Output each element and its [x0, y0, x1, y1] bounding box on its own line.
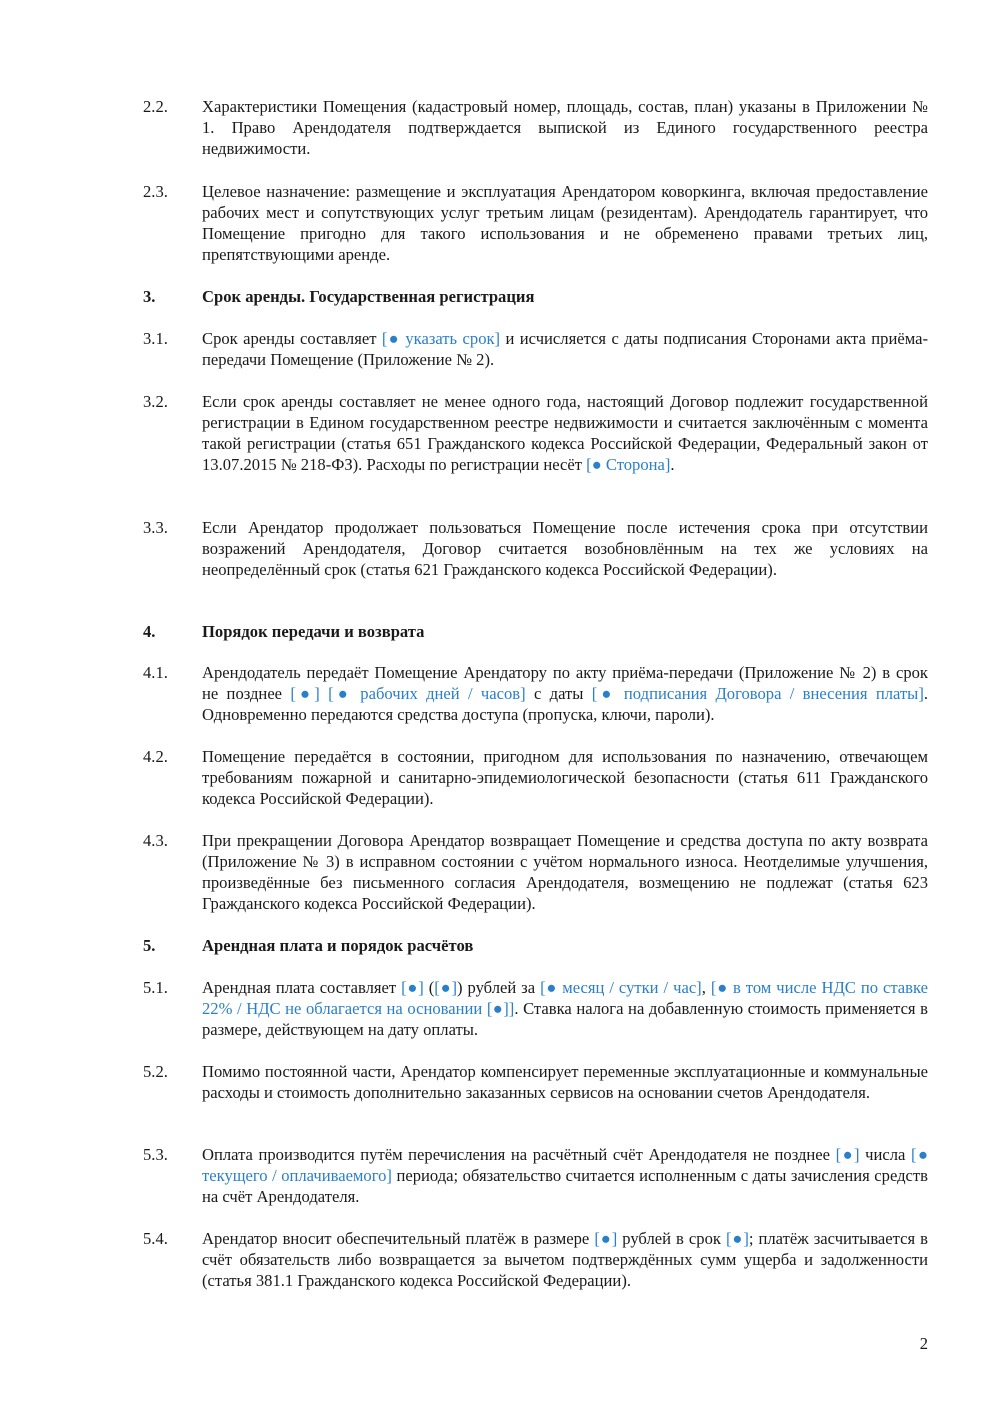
clause-text-segment: .: [670, 455, 675, 474]
clause-5-4: [143, 1228, 928, 1291]
clause-text-segment: числа: [859, 1145, 911, 1164]
clause-number: 3.2.: [143, 392, 168, 411]
placeholder-field[interactable]: [● Сторона]: [586, 455, 671, 474]
clause-text: [202, 391, 928, 475]
section-number: 4.: [143, 622, 156, 641]
section-heading-5: [143, 935, 928, 956]
clause-text-segment: Целевое назначение: размещение и эксплуатация Арендатором коворкинга, включая предоставление рабочих мест и сопутствующих услуг третьим лицам (резидентам). Арендодатель гарантирует, что Помещение пригодно для такого использования и не обременено правами третьих лиц, препятствующими аренде.: [202, 182, 928, 264]
clause-text-segment: с даты: [525, 684, 592, 703]
clause-number: 2.2.: [143, 97, 168, 116]
clause-text-segment: Характеристики Помещения (кадастровый номер, площадь, состав, план) указаны в Приложении № 1. Право Арендодателя подтверждается выпиской из Единого государственного реестра недвижимости.: [202, 97, 928, 158]
placeholder-field[interactable]: [●]: [594, 1229, 618, 1248]
clause-text-segment: и исчисляется с даты подписания Сторонами акта приёма-передачи Помещение (Приложение № 2).: [202, 329, 928, 369]
clause-text: [202, 830, 928, 914]
clause-text: [202, 746, 928, 809]
clause-number: 5.2.: [143, 1062, 168, 1081]
clause-text-segment: Помимо постоянной части, Арендатор компенсирует переменные эксплуатационные и коммунальные расходы и стоимость дополнительно заказанных сервисов на основании счетов Арендодателя.: [202, 1062, 928, 1102]
clause-text-segment: Арендная плата составляет: [202, 978, 402, 997]
clause-2-2: [143, 96, 928, 159]
section-heading-4: [143, 621, 928, 642]
clause-text-segment: Арендодатель передаёт Помещение Арендатору по акту приёма-передачи (Приложение № 2) в срок не позднее: [202, 663, 928, 703]
clause-text-segment: Срок аренды составляет: [202, 329, 382, 348]
clause-number: 2.3.: [143, 182, 168, 201]
placeholder-field[interactable]: [● указать срок]: [381, 329, 501, 348]
clause-text-segment: [320, 684, 328, 703]
clause-text-segment: ; платёж засчитывается в счёт обязательств либо возвращается за вычетом подтверждённых сумм ущерба и задолженности (статья 381.1 Гражданского кодекса Российской Федерации).: [202, 1229, 928, 1290]
page-number: 2: [919, 1334, 928, 1353]
clause-number: 5.1.: [143, 978, 168, 997]
clause-text-segment: Если Арендатор продолжает пользоваться Помещение после истечения срока при отсутствии возражений Арендодателя, Договор считается возобновлённым на тех же условиях на неопределённый срок (статья 621 Гражданского кодекса Российской Федерации).: [202, 518, 928, 579]
placeholder-field[interactable]: [● в том числе НДС по ставке 22% / НДС не облагается на основании [●]]: [202, 978, 928, 1018]
clause-text-segment: При прекращении Договора Арендатор возвращает Помещение и средства доступа по акту возврата (Приложение № 3) в исправном состоянии с учётом нормального износа. Неотделимые улучшения, произведённые без письменного согласия Арендодателя, возмещению не подлежат (статья 623 Гражданского кодекса Российской Федерации).: [202, 831, 928, 913]
clause-text: [202, 181, 928, 265]
clause-text-segment: (: [423, 978, 435, 997]
clause-text-segment: Арендатор вносит обеспечительный платёж в размере: [202, 1229, 595, 1248]
clause-4-2: [143, 746, 928, 809]
clause-text: [202, 1228, 928, 1291]
clause-number: 5.3.: [143, 1145, 168, 1164]
section-heading-3: [143, 286, 928, 307]
clause-text-segment: Если срок аренды составляет не менее одного года, настоящий Договор подлежит государственной регистрации в Едином государственном реестре недвижимости и считается заключённым с момента такой регистрации (статья 651 Гражданского кодекса Российской Федерации, Федеральный закон от 13.07.2015 № 218-ФЗ). Расходы по регистрации несёт: [202, 392, 928, 474]
section-title: Срок аренды. Государственная регистрация: [202, 287, 535, 306]
clause-text-segment: . Ставка налога на добавленную стоимость применяется в размере, действующем на дату оплаты.: [202, 999, 928, 1039]
clause-number: 4.3.: [143, 831, 168, 850]
placeholder-field[interactable]: [●]: [401, 978, 424, 997]
section-number: 5.: [143, 936, 156, 955]
clause-text-segment: Помещение передаётся в состоянии, пригодном для использования по назначению, отвечающем требованиям пожарной и санитарно-эпидемиологической безопасности (статья 611 Гражданского кодекса Российской Федерации).: [202, 747, 928, 808]
clause-text-segment: рублей в срок: [617, 1229, 726, 1248]
placeholder-field[interactable]: [● текущего / оплачиваемого]: [202, 1145, 928, 1185]
clause-4-3: [143, 830, 928, 914]
clause-2-3: [143, 181, 928, 265]
clause-text: [202, 96, 928, 159]
clause-number: 3.1.: [143, 329, 168, 348]
clause-3-2: [143, 391, 928, 475]
clause-5-3: [143, 1144, 928, 1207]
placeholder-field[interactable]: [●]: [725, 1229, 749, 1248]
clause-text: [202, 977, 928, 1040]
section-title: Арендная плата и порядок расчётов: [202, 936, 474, 955]
placeholder-field[interactable]: [●]: [434, 978, 458, 997]
clause-number: 4.2.: [143, 747, 168, 766]
section-number: 3.: [143, 287, 156, 306]
clause-text: [202, 328, 928, 370]
clause-5-1: [143, 977, 928, 1040]
clause-text: [202, 517, 928, 580]
placeholder-field[interactable]: [●]: [290, 684, 320, 703]
clause-text-segment: периода; обязательство считается исполненным с даты зачисления средств на счёт Арендодателя.: [202, 1166, 928, 1206]
placeholder-field[interactable]: [● месяц / сутки / час]: [540, 978, 702, 997]
clause-3-1: [143, 328, 928, 370]
placeholder-field[interactable]: [●]: [835, 1145, 860, 1164]
clause-3-3: [143, 517, 928, 580]
clause-text: [202, 1061, 928, 1103]
placeholder-field[interactable]: [● подписания Договора / внесения платы]: [591, 684, 924, 703]
clause-text-segment: . Одновременно передаются средства доступа (пропуска, ключи, пароли).: [202, 684, 928, 724]
clause-number: 4.1.: [143, 663, 168, 682]
clause-number: 5.4.: [143, 1229, 168, 1248]
clause-text-segment: ,: [701, 978, 711, 997]
clause-text: [202, 662, 928, 725]
clause-4-1: [143, 662, 928, 725]
clause-text-segment: ) рублей за: [457, 978, 541, 997]
section-title: Порядок передачи и возврата: [202, 622, 425, 641]
clause-number: 3.3.: [143, 518, 168, 537]
clause-text: [202, 1144, 928, 1207]
clause-text-segment: Оплата производится путём перечисления на расчётный счёт Арендодателя не позднее: [202, 1145, 836, 1164]
placeholder-field[interactable]: [● рабочих дней / часов]: [328, 684, 526, 703]
clause-5-2: [143, 1061, 928, 1103]
